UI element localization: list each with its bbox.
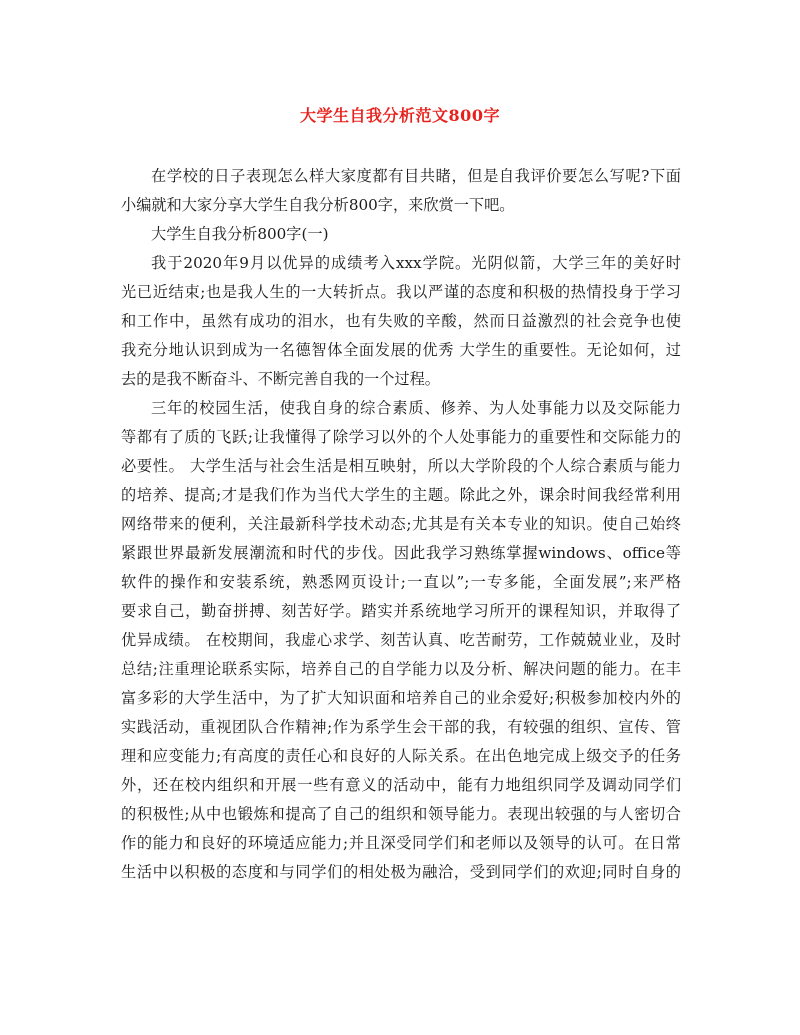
paragraph-line: 的培养、提高;才是我们作为当代大学生的主题。除此之外，课余时间我经常利用 [121, 486, 681, 504]
paragraph-line: 实践活动，重视团队合作精神;作为系学生会干部的我，有较强的组织、宣传、管 [121, 718, 681, 736]
paragraph-line: 我于2020年9月以优异的成绩考入xxx学院。光阴似箭，大学三年的美好时 [151, 254, 681, 272]
document-title: 大学生自我分析范文800字 [300, 106, 500, 125]
paragraph-line: 外，还在校内组织和开展一些有意义的活动中，能有力地组织同学及调动同学们 [121, 776, 681, 794]
paragraph-line: 网络带来的便利，关注最新科学技术动态;尤其是有关本专业的知识。使自己始终 [121, 515, 681, 533]
paragraph-line: 要求自己，勤奋拼搏、刻苦好学。踏实并系统地学习所开的课程知识，并取得了 [121, 602, 681, 620]
section-heading: 大学生自我分析800字(一) [151, 225, 329, 243]
paragraph-line: 三年的校园生活，使我自身的综合素质、修养、为人处事能力以及交际能力 [151, 399, 681, 417]
paragraph-line: 和工作中，虽然有成功的泪水，也有失败的辛酸，然而日益激烈的社会竞争也使 [121, 312, 681, 330]
document-body [121, 162, 681, 887]
paragraph-line: 生活中以积极的态度和与同学们的相处极为融洽，受到同学们的欢迎;同时自身的 [121, 863, 681, 881]
paragraph-line: 小编就和大家分享大学生自我分析800字，来欣赏一下吧。 [121, 196, 515, 214]
paragraph-line: 必要性。 大学生活与社会生活是相互映射，所以大学阶段的个人综合素质与能力 [121, 457, 681, 475]
paragraph-line: 理和应变能力;有高度的责任心和良好的人际关系。在出色地完成上级交予的任务 [121, 747, 681, 765]
paragraph-line: 我充分地认识到成为一名德智体全面发展的优秀 大学生的重要性。无论如何，过 [121, 341, 681, 359]
paragraph-line: 紧跟世界最新发展潮流和时代的步伐。因此我学习熟练掌握windows、office等 [121, 544, 681, 562]
paragraph-line: 去的是我不断奋斗、不断完善自我的一个过程。 [121, 370, 440, 388]
paragraph-line: 光已近结束;也是我人生的一大转折点。我以严谨的态度和积极的热情投身于学习 [121, 283, 681, 301]
paragraph-line: 总结;注重理论联系实际，培养自己的自学能力以及分析、解决问题的能力。在丰 [121, 660, 681, 678]
paragraph-line: 等都有了质的飞跃;让我懂得了除学习以外的个人处事能力的重要性和交际能力的 [121, 428, 681, 446]
paragraph-line: 的积极性;从中也锻炼和提高了自己的组织和领导能力。表现出较强的与人密切合 [121, 805, 681, 823]
paragraph-line: 软件的操作和安装系统，熟悉网页设计;一直以”;一专多能，全面发展”;来严格 [121, 573, 681, 591]
paragraph-line: 在学校的日子表现怎么样大家度都有目共睹，但是自我评价要怎么写呢?下面 [151, 167, 681, 185]
paragraph-line: 作的能力和良好的环境适应能力;并且深受同学们和老师以及领导的认可。在日常 [121, 834, 681, 852]
paragraph-line: 富多彩的大学生活中，为了扩大知识面和培养自己的业余爱好;积极参加校内外的 [121, 689, 681, 707]
paragraph-line: 优异成绩。 在校期间，我虚心求学、刻苦认真、吃苦耐劳，工作兢兢业业，及时 [121, 631, 681, 649]
